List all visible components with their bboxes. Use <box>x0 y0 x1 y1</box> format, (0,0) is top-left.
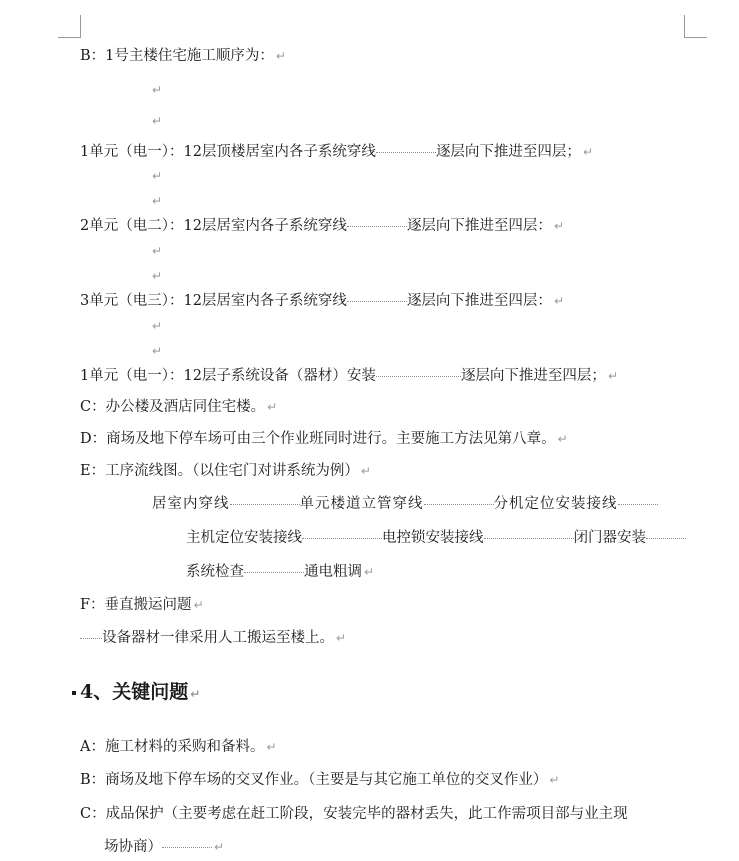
paragraph-mark: ↵ <box>364 565 375 579</box>
section-f-detail <box>80 628 346 648</box>
paragraph-mark: ↵ <box>152 244 163 258</box>
section-e-line <box>80 461 371 481</box>
paragraph-mark: ↵ <box>214 840 225 854</box>
section-e-text: E：工序流线图。（以住宅门对讲系统为例） <box>80 463 359 479</box>
unit2-wiring-text: 2单元（电二）：12层居室内各子系统穿线 <box>80 218 347 234</box>
paragraph-mark: ↵ <box>557 432 568 446</box>
paragraph-mark: ↵ <box>152 319 163 333</box>
flow-row-3 <box>186 562 374 582</box>
key-issue-a-text: A：施工材料的采购和备料。 <box>80 739 265 755</box>
dotted-leader <box>376 152 436 153</box>
unit3-wiring-text: 3单元（电三）：12层居室内各子系统穿线 <box>80 293 347 309</box>
dotted-leader <box>347 226 407 227</box>
page-corner-mark-right <box>684 15 707 38</box>
paragraph-mark: ↵ <box>190 687 201 701</box>
key-issue-c-line1 <box>80 804 628 824</box>
flow-step: 单元楼道立管穿线 <box>299 496 424 512</box>
paragraph-mark: ↵ <box>152 269 163 283</box>
empty-paragraph <box>150 80 162 100</box>
flow-connector <box>646 538 686 539</box>
flow-connector <box>244 572 304 573</box>
section-c-line <box>80 397 277 417</box>
flow-step: 居室内穿线 <box>152 496 230 512</box>
unit3-wiring-line <box>80 291 564 311</box>
unit1-wiring-line <box>80 142 593 162</box>
unit3-wiring-progress: 逐层向下推进至四层： <box>406 293 552 309</box>
section-b-title <box>80 46 286 66</box>
paragraph-mark: ↵ <box>336 631 347 645</box>
flow-row-1 <box>152 494 658 514</box>
paragraph-mark: ↵ <box>152 169 163 183</box>
key-issue-a <box>80 737 277 757</box>
unit1-install-progress: 逐层向下推进至四层； <box>460 368 606 384</box>
paragraph-mark: ↵ <box>553 294 564 308</box>
key-issue-c-line2 <box>104 837 224 857</box>
flow-connector <box>484 538 574 539</box>
flow-step: 主机定位安装接线 <box>186 530 302 546</box>
paragraph-mark: ↵ <box>152 114 163 128</box>
dotted-leader <box>347 301 407 302</box>
paragraph-mark: ↵ <box>152 83 163 97</box>
key-issue-b <box>80 770 559 790</box>
flow-connector <box>618 504 658 505</box>
section-f-text: F：垂直搬运问题 <box>80 597 192 613</box>
page-corner-mark-left <box>58 15 81 38</box>
flow-connector <box>230 504 300 505</box>
empty-paragraph <box>150 191 162 211</box>
empty-paragraph <box>150 341 162 361</box>
unit2-wiring-progress: 逐层向下推进至四层： <box>406 218 552 234</box>
unit1-install-line <box>80 366 618 386</box>
indent-marker <box>80 638 102 639</box>
key-issue-c-text: C：成品保护（主要考虑在赶工阶段，安装完毕的器材丢失，此工作需项目部与业主现 <box>80 806 628 822</box>
flow-connector <box>302 538 382 539</box>
paragraph-mark: ↵ <box>360 464 371 478</box>
empty-paragraph <box>150 266 162 286</box>
paragraph-mark: ↵ <box>193 598 204 612</box>
section-heading-key-issues <box>72 680 200 706</box>
flow-step: 闭门器安装 <box>573 530 646 546</box>
unit1-wiring-progress: 逐层向下推进至四层； <box>435 144 581 160</box>
flow-step: 分机定位安装接线 <box>493 496 618 512</box>
unit2-wiring-line <box>80 216 564 236</box>
unit1-install-text: 1单元（电一）：12层子系统设备（器材）安装 <box>80 368 376 384</box>
paragraph-mark: ↵ <box>152 194 163 208</box>
empty-paragraph <box>150 111 162 131</box>
dotted-leader <box>376 376 461 377</box>
paragraph-mark: ↵ <box>582 145 593 159</box>
key-issue-b-text: B：商场及地下停车场的交叉作业。（主要是与其它施工单位的交叉作业） <box>80 772 548 788</box>
paragraph-mark: ↵ <box>275 49 286 63</box>
flow-row-2 <box>186 528 686 548</box>
section-c-text: C：办公楼及酒店同住宅楼。 <box>80 399 266 415</box>
section-b-title-text: B：1号主楼住宅施工顺序为： <box>80 48 274 64</box>
flow-step: 系统检查 <box>186 564 244 580</box>
empty-paragraph <box>150 166 162 186</box>
paragraph-mark: ↵ <box>553 219 564 233</box>
flow-step: 电控锁安装接线 <box>382 530 484 546</box>
flow-connector <box>424 504 494 505</box>
section-d-line <box>80 429 568 449</box>
heading-text: 4、关键问题 <box>80 681 189 703</box>
paragraph-mark: ↵ <box>266 740 277 754</box>
paragraph-mark: ↵ <box>267 400 278 414</box>
paragraph-mark: ↵ <box>152 344 163 358</box>
section-f-line <box>80 595 204 615</box>
dotted-leader <box>162 847 212 848</box>
heading-bullet-icon <box>72 691 76 695</box>
flow-step: 通电粗调 <box>304 564 362 580</box>
empty-paragraph <box>150 241 162 261</box>
empty-paragraph <box>150 316 162 336</box>
key-issue-c-text-cont: 场协商） <box>104 839 162 855</box>
paragraph-mark: ↵ <box>607 369 618 383</box>
section-d-text: D：商场及地下停车场可由三个作业班同时进行。主要施工方法见第八章。 <box>80 431 556 447</box>
paragraph-mark: ↵ <box>549 773 560 787</box>
unit1-wiring-text: 1单元（电一）：12层顶楼居室内各子系统穿线 <box>80 144 376 160</box>
section-f-detail-text: 设备器材一律采用人工搬运至楼上。 <box>102 630 334 646</box>
